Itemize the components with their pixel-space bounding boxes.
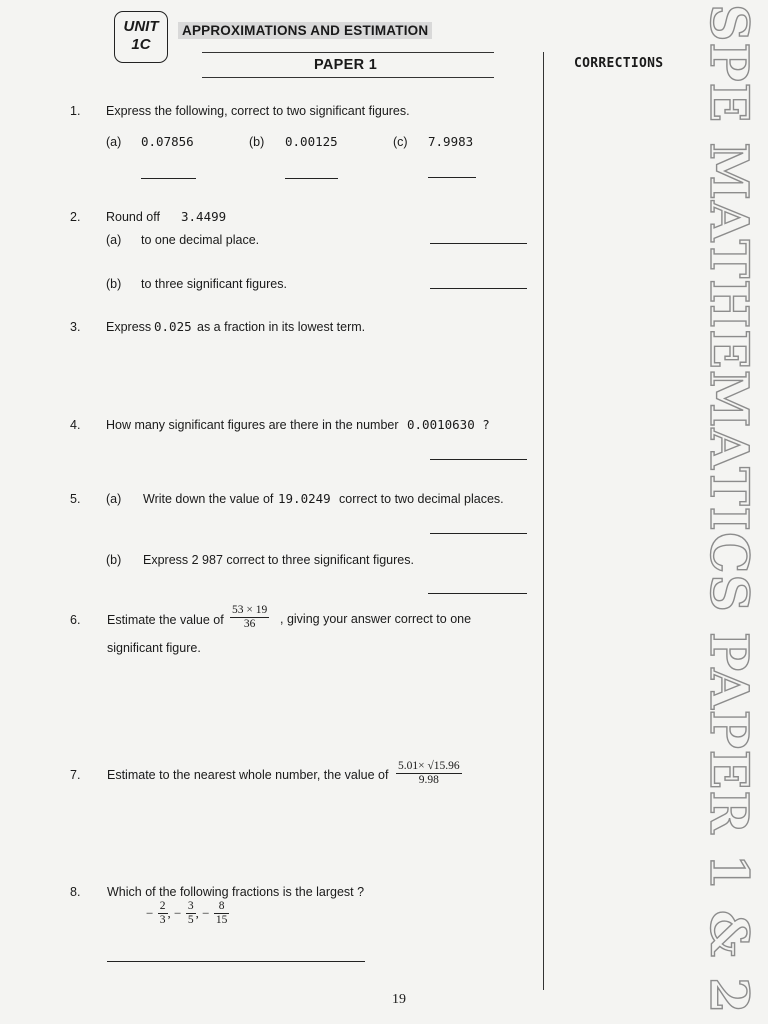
q4-answer-line[interactable] [430,459,527,460]
q8-f2-den: 5 [187,914,194,926]
q1-c-value: 7.9983 [428,134,474,149]
q5-a-value: 19.0249 [278,491,331,506]
q1-number: 1. [70,104,81,118]
q2-a-answer-line[interactable] [430,243,527,244]
q8-f3-den: 15 [215,914,228,926]
q6-line2: significant figure. [107,641,201,655]
q5-a-post: correct to two decimal places. [339,492,504,506]
q6-post: , giving your answer correct to one [280,612,472,626]
q7-text: Estimate to the nearest whole number, the value of [107,768,389,782]
paper-rule [202,77,494,78]
q5-a-answer-line[interactable] [430,533,527,534]
q1-b-value: 0.00125 [285,134,338,149]
unit-code: 1C [131,36,151,53]
q3-pre: Express [106,320,152,334]
q8-f3-num: 8 [214,900,230,914]
q1-c-answer-line[interactable] [428,177,476,178]
q2-number: 2. [70,210,81,224]
q1-a-label: (a) [106,135,122,149]
q8-f1-den: 3 [159,914,166,926]
q2-text: Round off [106,210,160,224]
q1-b-label: (b) [249,135,265,149]
q5-b-label: (b) [106,553,122,567]
q1-a-value: 0.07856 [141,134,194,149]
q4-number: 4. [70,418,81,432]
page-number: 19 [392,992,406,1007]
unit-label: UNIT [123,18,159,35]
q1-a-answer-line[interactable] [141,178,196,179]
q8-answer-line[interactable] [107,961,365,962]
q2-b-label: (b) [106,277,122,291]
q1-text: Express the following, correct to two significant figures. [106,104,410,118]
q6-fraction [230,604,269,631]
q5-b-answer-line[interactable] [428,593,527,594]
q6-numerator: 53 × 19 [232,604,268,616]
q6-pre: Estimate the value of [107,613,224,627]
corrections-heading: CORRECTIONS [574,56,664,71]
q3-value: 0.025 [154,319,192,334]
q2-b-text: to three significant figures. [141,277,287,291]
paper-label: PAPER 1 [314,57,378,73]
q4-value: 0.0010630 ? [407,417,490,432]
q1-c-label: (c) [393,135,408,149]
q7-denominator: 9.98 [418,774,439,786]
q8-f1-sep: , [167,905,175,921]
q8-f3 [214,900,230,927]
q8-number: 8. [70,885,81,899]
q8-f2-sep: , [195,905,203,921]
page-title: APPROXIMATIONS AND ESTIMATION [178,22,432,39]
q5-a-pre: Write down the value of [143,492,274,506]
q7-numerator: 5.01× √15.96 [398,760,460,772]
q2-a-label: (a) [106,233,122,247]
q8-fraction-list [146,900,229,927]
q8-f1 [158,900,168,927]
sidebar-watermark [690,0,768,1024]
q2-b-answer-line[interactable] [430,288,527,289]
title-rule [202,52,494,53]
q8-text: Which of the following fractions is the largest ? [107,885,365,899]
q2-a-text: to one decimal place. [141,233,260,247]
q5-b-text: Express 2 987 correct to three significant figures. [143,553,414,567]
q6-number: 6. [70,613,81,627]
q8-f2-sign: − [174,905,182,921]
q8-f3-sign: − [202,905,210,921]
column-divider [543,52,544,990]
q3-number: 3. [70,320,81,334]
q7-fraction [396,760,462,787]
q8-f1-sign: − [146,905,154,921]
unit-badge [114,11,168,63]
sidebar-title: SPE MATHEMATICS PAPER 1 & 2 [698,4,759,1015]
q3-post: as a fraction in its lowest term. [197,320,366,334]
q5-number: 5. [70,492,81,506]
q8-f2-num: 3 [187,900,194,912]
q4-text: How many significant figures are there in the number [106,418,399,432]
q7-number: 7. [70,768,81,782]
q6-denominator: 36 [243,618,256,630]
q1-b-answer-line[interactable] [285,178,338,179]
q5-a-label: (a) [106,492,122,506]
q8-f1-num: 2 [159,900,166,912]
q8-f2 [186,900,196,927]
q2-value: 3.4499 [181,209,227,224]
